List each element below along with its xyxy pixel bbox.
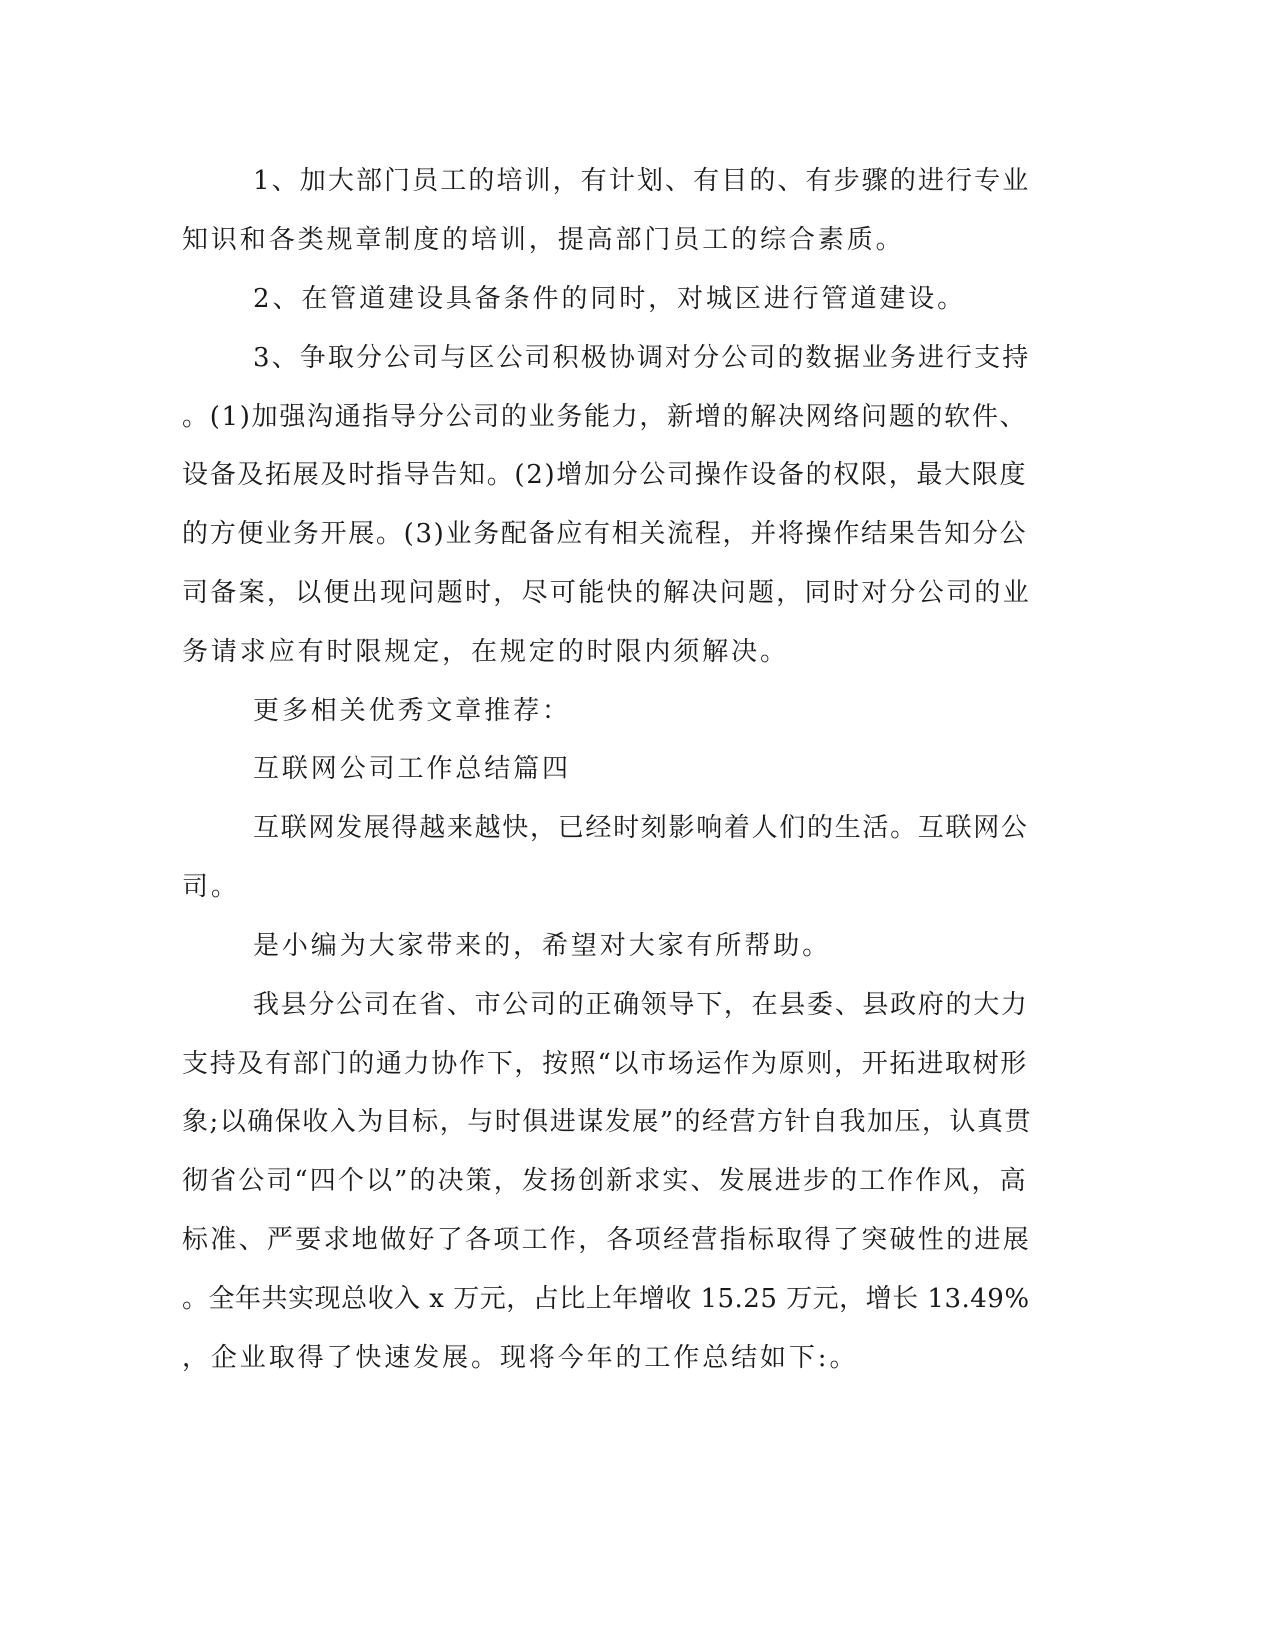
paragraph-3-line-6: 务请求应有时限规定，在规定的时限内须解决。: [182, 637, 789, 667]
paragraph-3-line-3: 设备及拓展及时指导告知。(2)增加分公司操作设备的权限，最大限度: [182, 460, 1028, 490]
paragraph-5-line-1: 是小编为大家带来的，希望对大家有所帮助。: [253, 931, 832, 961]
paragraph-6-line-4: 彻省公司“四个以”的决策，发扬创新求实、发展进步的工作作风，高: [182, 1166, 1028, 1196]
paragraph-4-line-1: 互联网发展得越来越快，已经时刻影响着人们的生活。互联网公: [253, 813, 1029, 843]
paragraph-6-line-5: 标准、严要求地做好了各项工作，各项经营指标取得了突破性的进展: [182, 1225, 1032, 1255]
paragraph-3-line-5: 司备案，以便出现问题时，尽可能快的解决问题，同时对分公司的业: [182, 578, 1032, 608]
paragraph-2-line-1: 2、在管道建设具备条件的同时，对城区进行管道建设。: [253, 284, 967, 314]
paragraph-6-line-2: 支持及有部门的通力协作下，按照“以市场运作为原则，开拓进取树形: [182, 1049, 1028, 1079]
paragraph-4-line-2: 司。: [182, 872, 240, 902]
paragraph-6-line-7: ，企业取得了快速发展。现将今年的工作总结如下:。: [182, 1343, 859, 1373]
recommend-heading: 更多相关优秀文章推荐：: [253, 696, 571, 726]
article-title: 互联网公司工作总结篇四: [253, 754, 571, 784]
paragraph-3-line-4: 的方便业务开展。(3)业务配备应有相关流程，并将操作结果告知分公: [182, 519, 1028, 549]
paragraph-3-line-2: 。(1)加强沟通指导分公司的业务能力，新增的解决网络问题的软件、: [182, 402, 1028, 432]
paragraph-3-line-1: 3、争取分公司与区公司积极协调对分公司的数据业务进行支持: [253, 343, 1031, 373]
paragraph-6-line-6: 。全年共实现总收入 x 万元，占比上年增收 15.25 万元，增长 13.49%: [182, 1284, 1030, 1314]
paragraph-6-line-1: 我县分公司在省、市公司的正确领导下，在县委、县政府的大力: [253, 990, 1029, 1020]
paragraph-1-line-2: 知识和各类规章制度的培训，提高部门员工的综合素质。: [182, 225, 905, 255]
paragraph-1-line-1: 1、加大部门员工的培训，有计划、有目的、有步骤的进行专业: [253, 166, 1031, 196]
paragraph-6-line-3: 象;以确保收入为目标，与时俱进谋发展”的经营方针自我加压，认真贯: [182, 1107, 1033, 1137]
